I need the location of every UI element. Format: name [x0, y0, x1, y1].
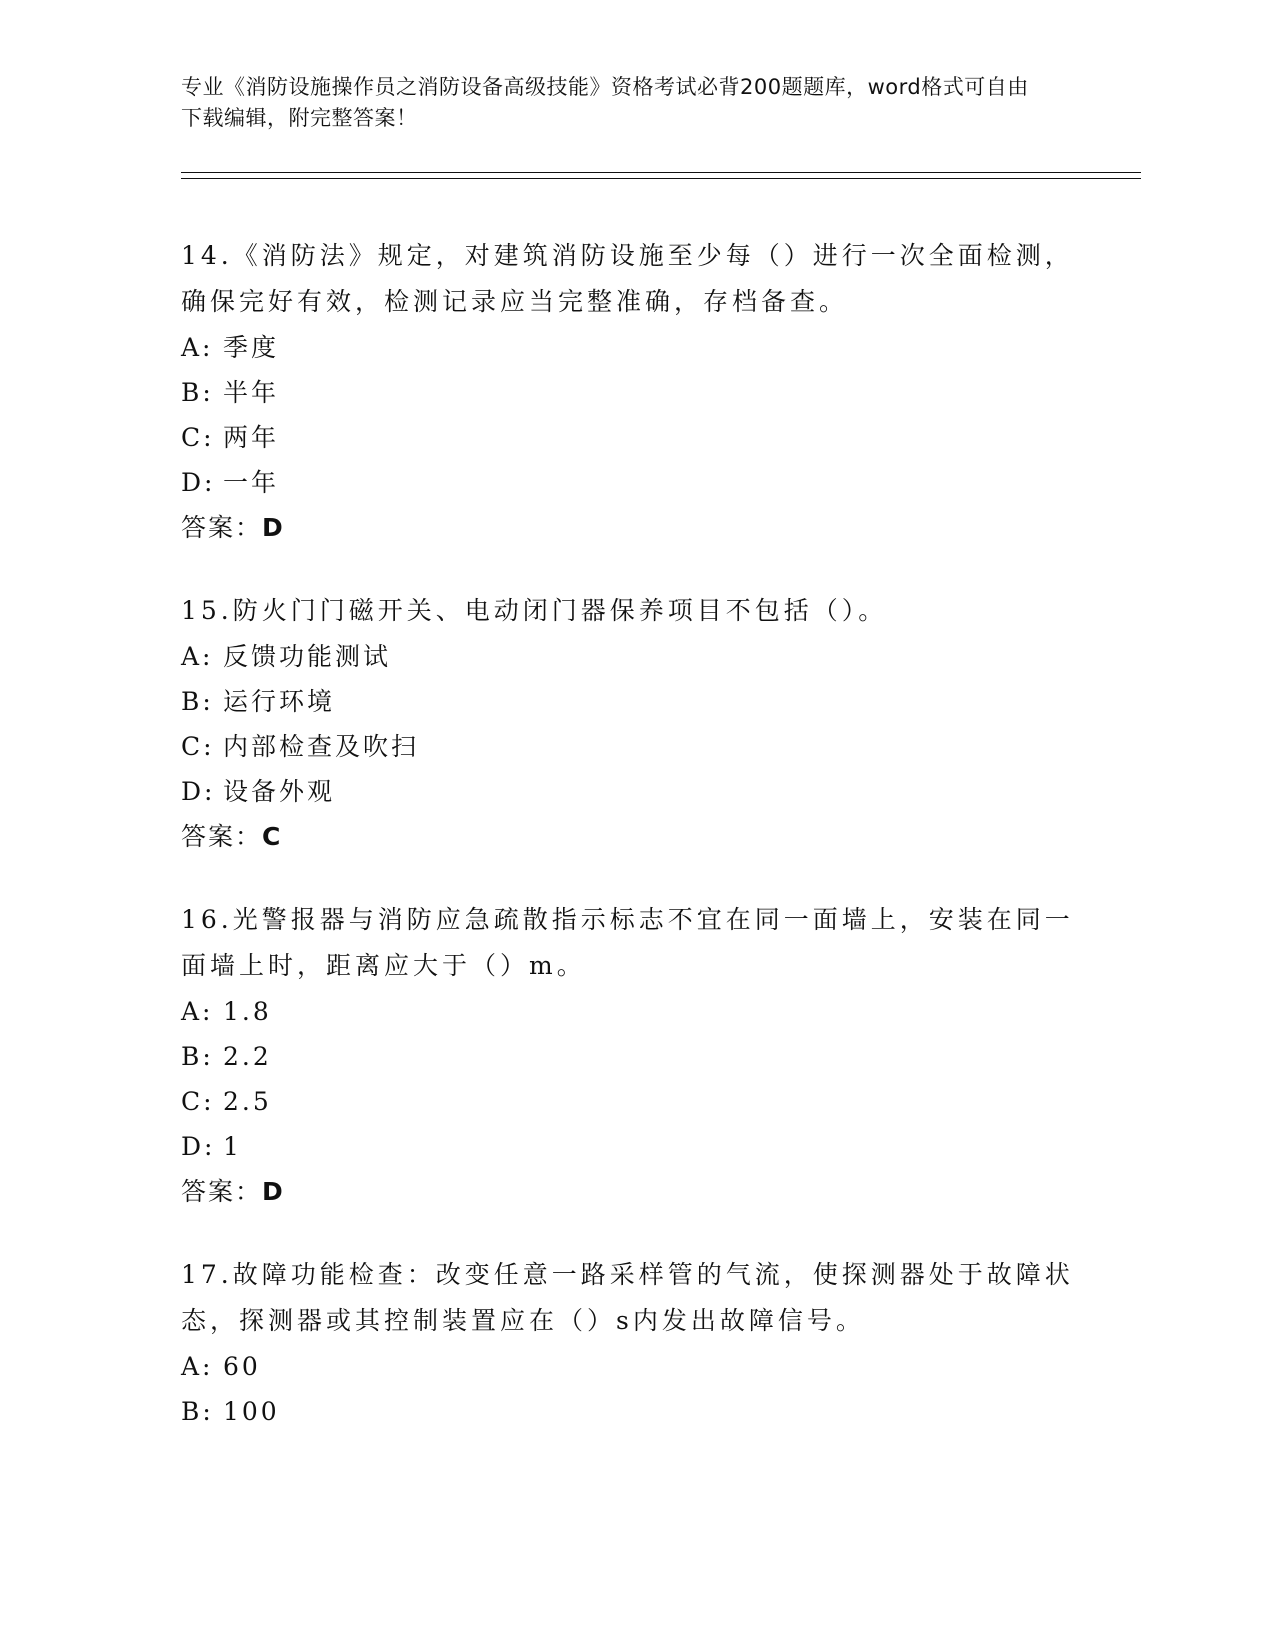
option-a — [181, 1344, 1081, 1389]
option-a — [181, 634, 1081, 679]
question-stem: 17.故障功能检查：改变任意一路采样管的气流，使探测器处于故障状态，探测器或其控制装置应在（）s内发出故障信号。 — [181, 1260, 1074, 1335]
option-text: 内部检查及吹扫 — [223, 732, 420, 761]
option-letter: D: — [181, 468, 216, 497]
answer-line — [181, 505, 1081, 550]
option-letter: B: — [181, 1397, 214, 1426]
option-text: 1 — [223, 1132, 242, 1161]
option-letter: D: — [181, 1132, 216, 1161]
option-b — [181, 370, 1081, 415]
option-c — [181, 415, 1081, 460]
answer-label: 答案： — [181, 1177, 263, 1206]
option-a — [181, 325, 1081, 370]
option-c — [181, 1079, 1081, 1124]
option-text: 1.8 — [223, 997, 272, 1026]
option-b — [181, 1389, 1081, 1434]
option-letter: C: — [181, 423, 215, 452]
option-text: 设备外观 — [223, 777, 336, 806]
option-letter: B: — [181, 687, 214, 716]
answer-line — [181, 814, 1081, 859]
option-text: 2.5 — [223, 1087, 272, 1116]
question-16 — [181, 897, 1081, 1214]
answer-value: C — [262, 822, 283, 851]
option-text: 两年 — [223, 423, 280, 452]
option-text: 季度 — [223, 333, 280, 362]
header-divider-bottom — [181, 178, 1141, 179]
option-letter: A: — [181, 997, 214, 1026]
option-d — [181, 1124, 1081, 1169]
option-a — [181, 989, 1081, 1034]
question-stem: 16.光警报器与消防应急疏散指示标志不宜在同一面墙上，安装在同一面墙上时，距离应大于（）m。 — [181, 905, 1074, 980]
option-letter: C: — [181, 732, 215, 761]
option-c — [181, 724, 1081, 769]
option-letter: A: — [181, 333, 214, 362]
option-text: 100 — [223, 1397, 280, 1426]
answer-line — [181, 1169, 1081, 1214]
option-letter: B: — [181, 378, 214, 407]
answer-label: 答案： — [181, 513, 263, 542]
option-text: 一年 — [223, 468, 280, 497]
question-17 — [181, 1252, 1081, 1434]
option-text: 运行环境 — [223, 687, 336, 716]
question-stem: 15.防火门门磁开关、电动闭门器保养项目不包括（）。 — [181, 596, 888, 625]
option-text: 60 — [223, 1352, 261, 1381]
option-text: 2.2 — [223, 1042, 272, 1071]
option-d — [181, 769, 1081, 814]
option-text: 半年 — [223, 378, 280, 407]
option-d — [181, 460, 1081, 505]
answer-label: 答案： — [181, 822, 263, 851]
header-divider-top — [181, 172, 1141, 173]
question-list — [181, 233, 1081, 1472]
option-letter: B: — [181, 1042, 214, 1071]
option-letter: A: — [181, 642, 214, 671]
option-letter: A: — [181, 1352, 214, 1381]
option-b — [181, 1034, 1081, 1079]
question-stem: 14.《消防法》规定，对建筑消防设施至少每（）进行一次全面检测，确保完好有效，检测记录应当完整准确，存档备查。 — [181, 241, 1074, 316]
option-text: 反馈功能测试 — [223, 642, 392, 671]
option-b — [181, 679, 1081, 724]
answer-value: D — [262, 513, 285, 542]
option-letter: D: — [181, 777, 216, 806]
question-15 — [181, 588, 1081, 859]
document-header: 专业《消防设施操作员之消防设备高级技能》资格考试必背200题题库，word格式可自由下载编辑，附完整答案！ — [181, 75, 1029, 130]
answer-value: D — [262, 1177, 285, 1206]
question-14 — [181, 233, 1081, 550]
option-letter: C: — [181, 1087, 215, 1116]
